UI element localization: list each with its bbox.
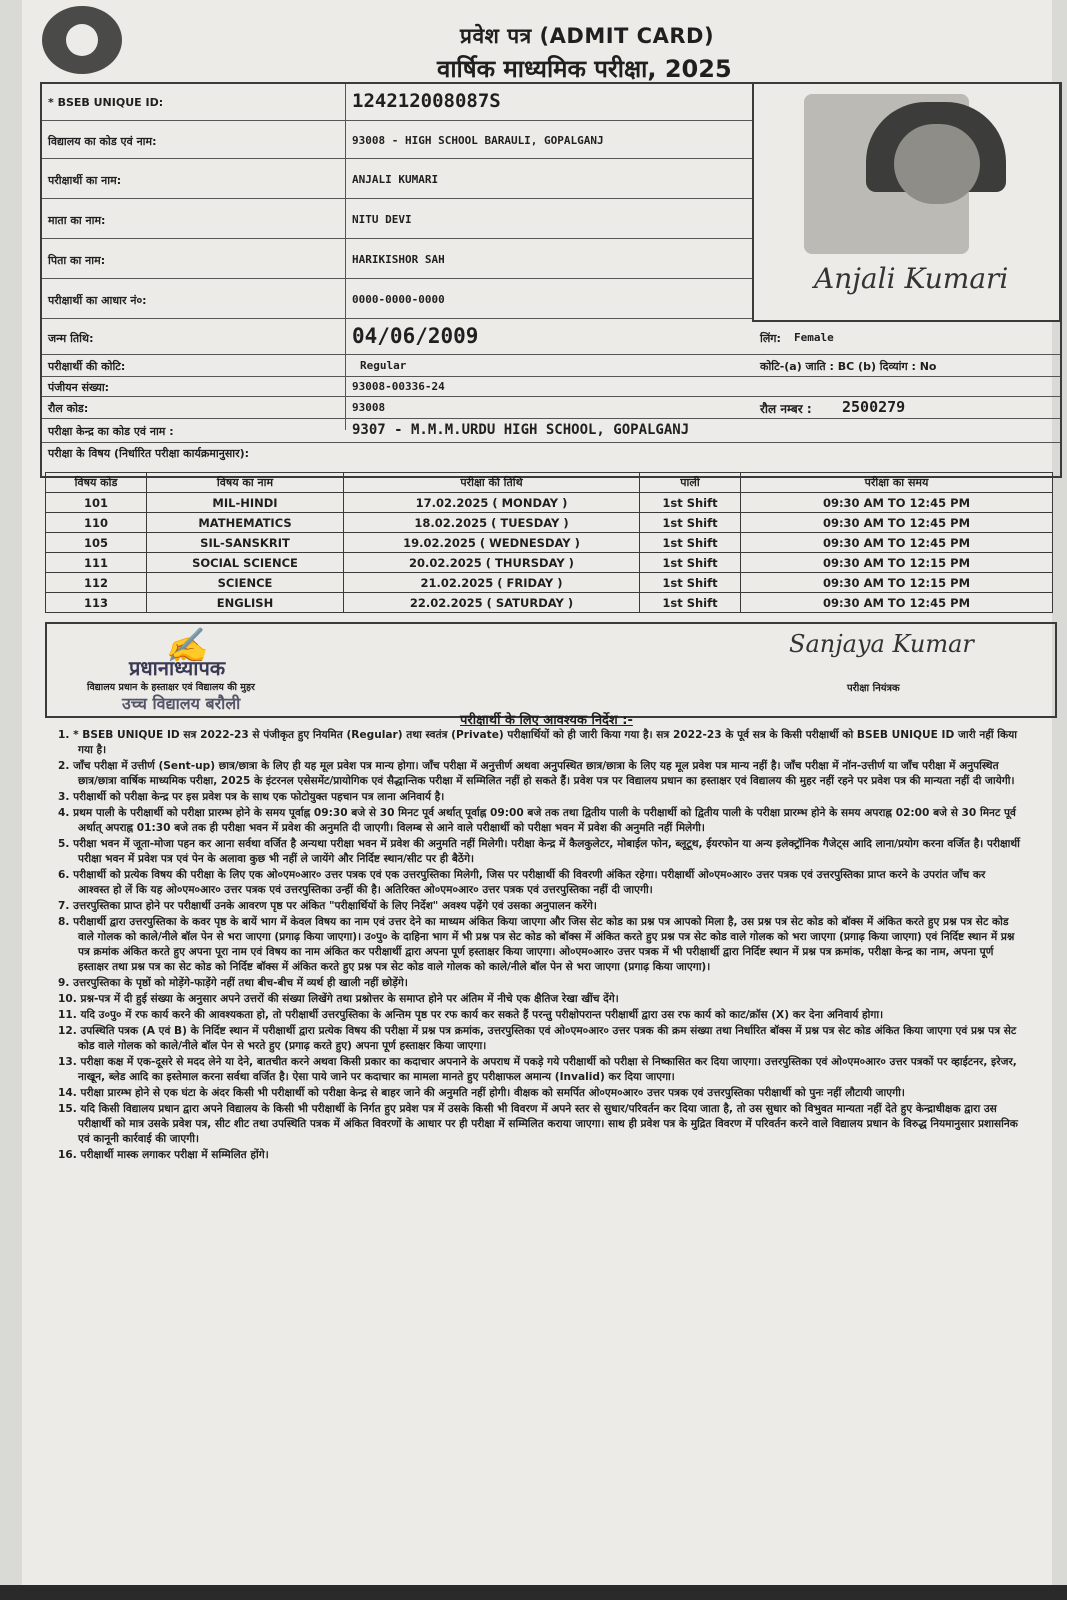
list-item: 8. परीक्षार्थी द्वारा उत्तरपुस्तिका के कवर पृष्ठ के बायें भाग में केवल विषय का नाम एवं उत्तर देने का माध्यम अंकित किया जाएगा और जिस सेट कोड का प्रश्न पत्र आपको मिला है, उस प्रश्न पत्र सेट कोड को बॉक्स में अंकित करते हुए प्रश्न पत्र सेट कोड वाले गोलक को काले/नीले बॉल पेन से भरा जाएगा (प्रगाढ़ किया जाएगा)। उ०पु० के दाहिना भाग में भी प्रश्न पत्र सेट कोड को बॉक्स में अंकित करते हुए प्रश्न पत्र सेट कोड वाले गोलक को भरा जाएगा (प्रगाढ़ किया जाएगा) एवं निर्दिष्ट स्थान में प्रश्न पत्र क्रमांक अंकित करते हुए अपना पूरा नाम एवं विषय का नाम अंकित कर परीक्षार्थी द्वारा अपना पूर्ण हस्ताक्षर किया जाएगा। ओ०एम०आर० उत्तर पत्रक में भी परीक्षार्थी द्वारा निर्दिष्ट स्थान में प्रश्न पत्र क्रमांक, परीक्षा केन्द्र का नाम, अपना पूर्ण हस्ताक्षर तथा प्रश्न पत्र का सेट कोड को निर्दिष्ट बॉक्स में अंकित करते हुए प्रश्न पत्र सेट कोड वाले गोलक को काले/नीले बॉल पेन से भरा जाएगा (प्रगाढ़ किया जाएगा)। [58, 916, 1015, 973]
school-value: 93008 - HIGH SCHOOL BARAULI, GOPALGANJ [352, 134, 604, 147]
school-stamp: उच्च विद्यालय बरौली [122, 694, 241, 713]
aadhar-value: 0000-0000-0000 [352, 293, 445, 306]
category-row: परीक्षार्थी की कोटि: Regular कोटि-(a) जाति : BC (b) दिव्यांग : No [42, 354, 1060, 377]
list-item: 12. उपस्थिति पत्रक (A एवं B) के निर्दिष्ट स्थान में परीक्षार्थी द्वारा प्रत्येक विषय की परीक्षा में प्रश्न पत्र क्रमांक, उत्तरपुस्तिका एवं ओ०एम०आर० उत्तर पत्रक की क्रम संख्या तथा निर्धारित बॉक्स में प्रश्न पत्र सेट कोड अंकित किया जाएगा एवं प्रश्न पत्र सेट कोड वाले गोलक को काले/नीले बॉल पेन से भरते हुए (प्रगाढ़ करते हुए) अपना पूर्ण हस्ताक्षर किया जाएगा। [58, 1025, 1017, 1052]
school-row: विद्यालय का कोड एवं नाम: 93008 - HIGH SCHOOL BARAULI, GOPALGANJ [42, 120, 752, 159]
photo-face [894, 124, 980, 204]
table-surface-edge [0, 1585, 1067, 1600]
exam-title: वार्षिक माध्यमिक परीक्षा, 2025 [437, 55, 732, 83]
name-row: परीक्षार्थी का नाम: ANJALI KUMARI [42, 158, 752, 199]
centre-value: 9307 - M.M.M.URDU HIGH SCHOOL, GOPALGANJ [352, 422, 690, 438]
principal-signature-mark: ✍ [165, 626, 208, 666]
subjects-label-row: परीक्षा के विषय (निर्धारित परीक्षा कार्यक्रमानुसार): [42, 442, 1060, 463]
bseb-id-value: 124212008087S [352, 90, 501, 112]
candidate-signature: Anjali Kumari [814, 262, 1009, 295]
bseb-logo-icon [42, 6, 122, 74]
list-item: 14. परीक्षा प्रारम्भ होने से एक घंटा के अंदर किसी भी परीक्षार्थी को परीक्षा केन्द्र से बाहर जाने की अनुमति नहीं होगी। वीक्षक को समर्पित ओ०एम०आर० उत्तर पत्रक एवं उत्तरपुस्तिका परीक्षार्थी को पुनः नहीं लौटायी जाएगी। [58, 1087, 905, 1099]
list-item: 2. जाँच परीक्षा में उत्तीर्ण (Sent-up) छात्र/छात्रा के लिए ही यह मूल प्रवेश पत्र मान्य होगा। जाँच परीक्षा में अनुत्तीर्ण अथवा अनुपस्थित छात्र/छात्रा के लिए यह मूल प्रवेश पत्र मान्य नहीं है। जाँच परीक्षा में नॉन-उत्तीर्ण या जाँच परीक्षा में अनुपस्थित छात्र/छात्रा वार्षिक माध्यमिक परीक्षा, 2025 के इंटरनल एसेसमेंट/प्रायोगिक एवं सैद्धान्तिक परीक्षा में सम्मिलित नहीं हो सकते हैं। प्रवेश पत्र पर विद्यालय प्रधान का हस्ताक्षर एवं विद्यालय की मुहर नहीं रहने पर प्रवेश पत्र की मान्यता नहीं दी जायेगी। [58, 760, 1015, 787]
admit-card-title: प्रवेश पत्र (ADMIT CARD) [460, 24, 715, 48]
list-item: 13. परीक्षा कक्ष में एक-दूसरे से मदद लेने या देने, बातचीत करने अथवा किसी प्रकार का कदाचार अपनाने के अपराध में पकड़े गये परीक्षार्थी को परीक्षा से निष्कासित कर दिया जाएगा। उत्तरपुस्तिका एवं ओ०एम०आर० उत्तर पत्रकों पर व्हाईटनर, इरेजर, नाखून, ब्लेड आदि का इस्तेमाल करना सर्वथा वर्जित है। ऐसा पाये जाने पर कदाचार का मामला मानते हुए परीक्षाफल अमान्य (Invalid) कर दिया जाएगा। [58, 1056, 1017, 1083]
dob-row: जन्म तिथि: 04/06/2009 लिंग: Female [42, 318, 1060, 355]
instructions-title: परीक्षार्थी के लिए आवश्यक निर्देश :- [460, 713, 633, 728]
category-value: Regular [360, 359, 407, 372]
controller-caption: परीक्षा नियंत्रक [847, 683, 900, 694]
centre-row: परीक्षा केन्द्र का कोड एवं नाम : 9307 - M.M.M.URDU HIGH SCHOOL, GOPALGANJ [42, 418, 1060, 443]
candidate-name: ANJALI KUMARI [352, 173, 439, 186]
list-item: 9. उत्तरपुस्तिका के पृष्ठों को मोड़ेंगे-फाड़ेंगे नहीं तथा बीच-बीच में व्यर्थ ही खाली नहीं छोड़ेंगे। [58, 977, 408, 989]
table-row: 112 SCIENCE 21.02.2025 ( FRIDAY ) 1st Shift 09:30 AM TO 12:15 PM [46, 573, 1053, 593]
table-row: 113 ENGLISH 22.02.2025 ( SATURDAY ) 1st Shift 09:30 AM TO 12:45 PM [46, 593, 1053, 613]
table-row: 110 MATHEMATICS 18.02.2025 ( TUESDAY ) 1st Shift 09:30 AM TO 12:45 PM [46, 513, 1053, 533]
father-name: HARIKISHOR SAH [352, 253, 445, 266]
signature-box [45, 622, 1057, 718]
principal-stamp-title: प्रधानाध्यापक [129, 656, 226, 680]
list-item: 5. परीक्षा भवन में जूता-मोजा पहन कर आना सर्वथा वर्जित है अन्यथा परीक्षा भवन में प्रवेश की अनुमति नहीं मिलेगी। परीक्षा केन्द्र में कैलकुलेटर, मोबाईल फोन, ब्लूटूथ, ईयरफोन या अन्य इलेक्ट्रॉनिक गैजेट्स आदि लाना/प्रयोग करना वर्जित है। परीक्षार्थी परीक्षा भवन में प्रवेश पत्र एवं पेन के अलावा कुछ भी नहीं ले जायेंगे और निर्दिष्ट स्थान/सीट पर ही बैठेंगे। [58, 838, 1020, 865]
photo-frame [804, 94, 969, 254]
aadhar-row: परीक्षार्थी का आधार नं०: 0000-0000-0000 [42, 278, 752, 319]
list-item: 4. प्रथम पाली के परीक्षार्थी को परीक्षा प्रारम्भ होने के समय पूर्वाह्न 09:30 बजे से 30 मिनट पूर्व अर्थात् पूर्वाह्न 09:00 बजे तक तथा द्वितीय पाली के परीक्षार्थी को द्वितीय पाली के परीक्षा प्रारम्भ होने के समय अपराह्न 02:00 बजे से 30 मिनट पूर्व अर्थात् अपराह्न 01:30 बजे तक ही परीक्षा भवन में प्रवेश की अनुमति दी जाएगी। विलम्ब से आने वाले परीक्षार्थी को परीक्षा भवन में प्रवेश की अनुमति नहीं मिलेगी। [58, 807, 1016, 834]
list-item: 3. परीक्षार्थी को परीक्षा केन्द्र पर इस प्रवेश पत्र के साथ एक फोटोयुक्त पहचान पत्र लाना अनिवार्य है। [58, 791, 445, 803]
registration-value: 93008-00336-24 [352, 380, 445, 393]
list-item: 1. * BSEB UNIQUE ID सत्र 2022-23 से पंजीकृत हुए नियमित (Regular) तथा स्वतंत्र (Private) परीक्षार्थियों को ही जारी किया गया है। सत्र 2022-23 के पूर्व सत्र के किसी परीक्षार्थी को BSEB UNIQUE ID जारी नहीं किया गया है। [58, 729, 1018, 756]
list-item: 11. यदि उ०पु० में रफ कार्य करने की आवश्यकता हो, तो परीक्षार्थी उत्तरपुस्तिका के अन्तिम पृष्ठ पर रफ कार्य कर सकते हैं परन्तु परीक्षोपरान्त परीक्षार्थी द्वारा उस रफ कार्य को काट/क्रॉस (X) कर देना अनिवार्य होगा। [58, 1009, 884, 1021]
table-row: 101 MIL-HINDI 17.02.2025 ( MONDAY ) 1st Shift 09:30 AM TO 12:45 PM [46, 493, 1053, 513]
list-item: 16. परीक्षार्थी मास्क लगाकर परीक्षा में सम्मिलित होंगे। [58, 1149, 269, 1161]
table-row: 105 SIL-SANSKRIT 19.02.2025 ( WEDNESDAY ) 1st Shift 09:30 AM TO 12:45 PM [46, 533, 1053, 553]
table-row: 111 SOCIAL SCIENCE 20.02.2025 ( THURSDAY ) 1st Shift 09:30 AM TO 12:15 PM [46, 553, 1053, 573]
subjects-table [45, 472, 1053, 613]
controller-signature: Sanjaya Kumar [789, 630, 974, 658]
roll-number-value: 2500279 [842, 398, 906, 416]
list-item: 7. उत्तरपुस्तिका प्राप्त होने पर परीक्षार्थी उनके आवरण पृष्ठ पर अंकित "परीक्षार्थियों के लिए निर्देश" अवश्य पढ़ेंगे एवं उसका अनुपालन करेंगे। [58, 900, 597, 912]
caste-disability: कोटि-(a) जाति : BC (b) दिव्यांग : No [760, 360, 937, 373]
father-row: पिता का नाम: HARIKISHOR SAH [42, 238, 752, 279]
principal-caption: विद्यालय प्रधान के हस्ताक्षर एवं विद्यालय की मुहर [87, 682, 255, 693]
list-item: 10. प्रश्न-पत्र में दी हुई संख्या के अनुसार अपने उत्तरों की संख्या लिखेंगे तथा प्रश्नोत्तर के समाप्त होने पर अंतिम में नीचे एक क्षैतिज रेखा खींच देंगे। [58, 993, 619, 1005]
mother-row: माता का नाम: NITU DEVI [42, 198, 752, 239]
roll-code-value: 93008 [352, 401, 386, 414]
list-item: 6. परीक्षार्थी को प्रत्येक विषय की परीक्षा के लिए एक ओ०एम०आर० उत्तर पत्रक एवं एक उत्तरपुस्तिका मिलेगी, जिस पर परीक्षार्थी की विवरणी अंकित रहेगा। परीक्षार्थी ओ०एम०आर० उत्तर पत्रक एवं उत्तरपुस्तिका प्राप्त करने के उपरांत जाँच कर आश्वस्त हो लें कि यह ओ०एम०आर० उत्तर पत्रक एवं उत्तरपुस्तिका उन्हीं की है। अतिरिक्त ओ०एम०आर० उत्तर पत्रक एवं उत्तरपुस्तिका नहीं दी जाएगी। [58, 869, 986, 896]
candidate-photo [752, 82, 1061, 322]
dob-value: 04/06/2009 [352, 324, 479, 348]
roll-row: रौल कोड: 93008 रौल नम्बर : 2500279 [42, 396, 1060, 419]
registration-row: पंजीयन संख्या: 93008-00336-24 [42, 376, 1060, 397]
gender-value: Female [794, 331, 834, 344]
subjects-header-row: विषय कोड विषय का नाम परीक्षा की तिथि पाली परीक्षा का समय [46, 473, 1053, 493]
list-item: 15. यदि किसी विद्यालय प्रधान द्वारा अपने विद्यालय के किसी भी परीक्षार्थी के निर्गत हुए प्रवेश पत्र में उसके किसी भी विवरण में अपने स्तर से सुधार/परिवर्तन कर दिया जाता है, तो उस सुधार को विभुवत मान्यता नहीं देते हुए केन्द्राधीक्षक द्वारा उस परीक्षार्थी को मात्र उसके प्रवेश पत्र, सीट शीट तथा उपस्थिति पत्रक में अंकित विवरणों के आधार पर ही परीक्षा में सम्मिलित कराया जाएगा। साथ ही प्रवेश पत्र के मुद्रित विवरण में परिवर्तन करने वाले विद्यालय प्रधान के विरुद्ध नियमानुसार प्रशासनिक एवं कानूनी कार्रवाई की जाएगी। [58, 1103, 1018, 1145]
mother-name: NITU DEVI [352, 213, 412, 226]
bseb-id-row: * BSEB UNIQUE ID: 124212008087S [48, 90, 501, 112]
instructions-list [58, 728, 1020, 1164]
